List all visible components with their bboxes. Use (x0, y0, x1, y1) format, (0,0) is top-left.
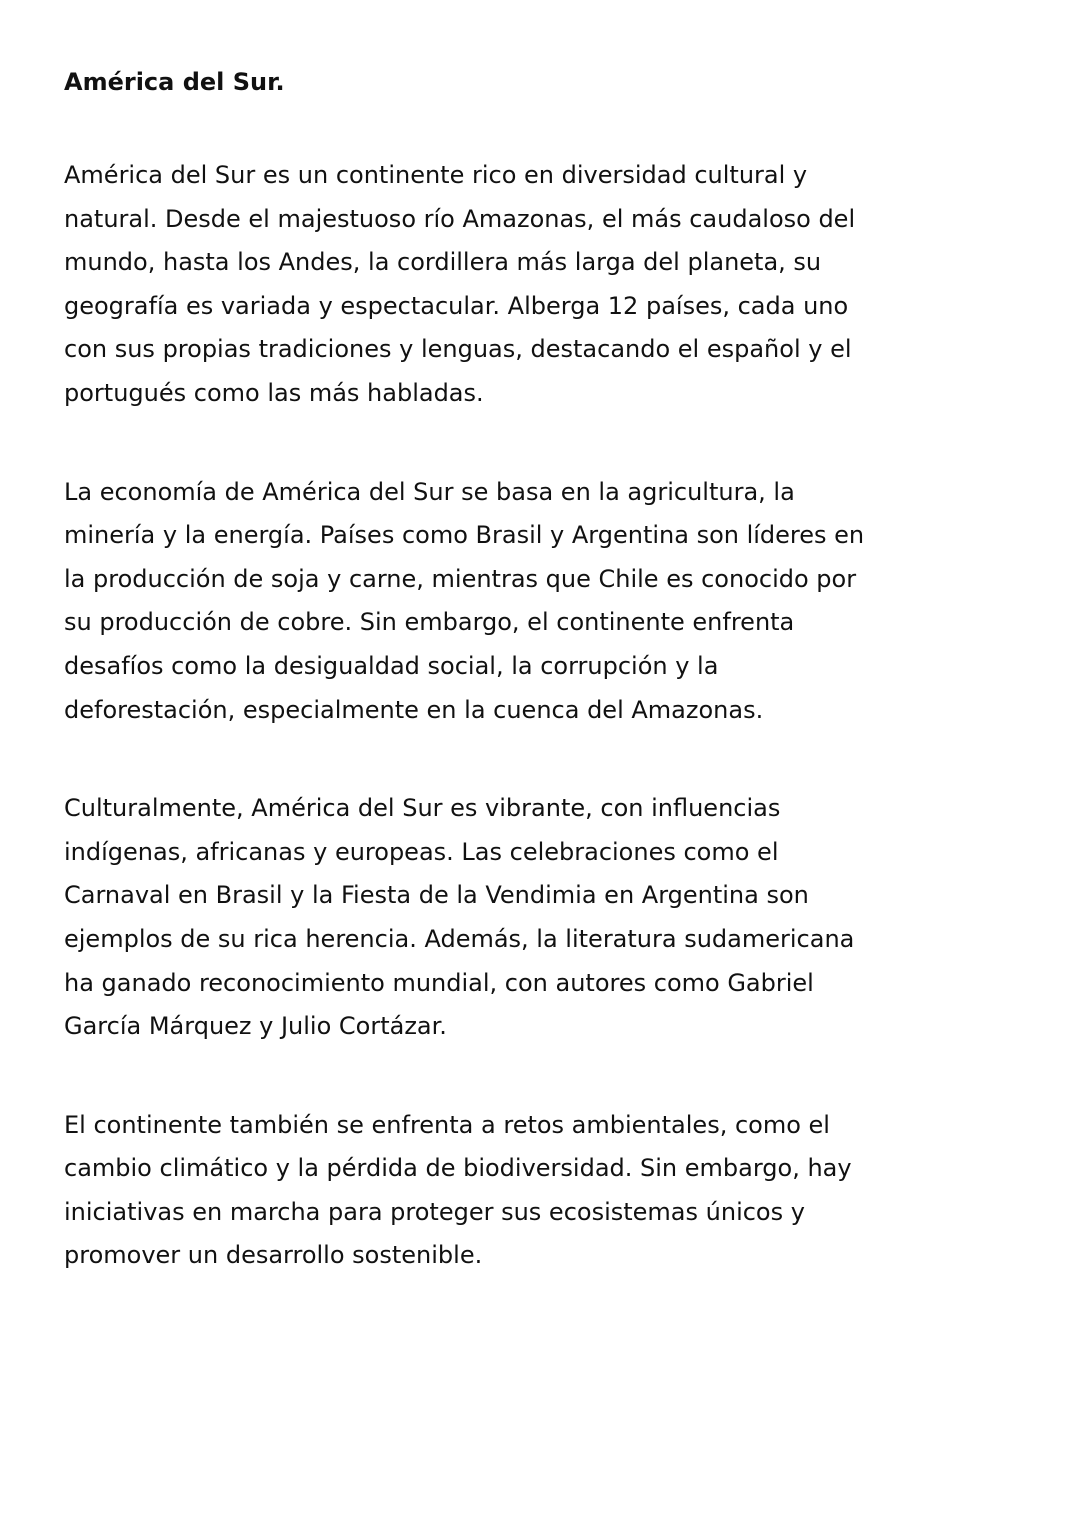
paragraph-line: ejemplos de su rica herencia. Además, la literatura sudamericana (64, 924, 855, 953)
paragraph-culture (64, 787, 924, 1049)
paragraph-environment (64, 1104, 924, 1278)
paragraph-geography (64, 154, 924, 416)
paragraph-line: portugués como las más habladas. (64, 378, 484, 407)
paragraph-line: minería y la energía. Países como Brasil y Argentina son líderes en (64, 521, 865, 550)
paragraph-line: América del Sur es un continente rico en diversidad cultural y (64, 161, 808, 189)
document-title: América del Sur. (64, 68, 285, 96)
paragraph-line: con sus propias tradiciones y lenguas, destacando el español y el (64, 335, 852, 364)
paragraph-line: deforestación, especialmente en la cuenca del Amazonas. (64, 695, 764, 724)
paragraph-line: natural. Desde el majestuoso río Amazonas, el más caudaloso del (64, 204, 856, 233)
paragraph-line: mundo, hasta los Andes, la cordillera más larga del planeta, su (64, 248, 822, 277)
paragraph-line: ha ganado reconocimiento mundial, con autores como Gabriel (64, 968, 814, 997)
paragraph-line: geografía es variada y espectacular. Alberga 12 países, cada uno (64, 291, 849, 320)
paragraph-line: Carnaval en Brasil y la Fiesta de la Vendimia en Argentina son (64, 881, 809, 910)
paragraph-line: cambio climático y la pérdida de biodiversidad. Sin embargo, hay (64, 1154, 852, 1183)
paragraph-line: la producción de soja y carne, mientras que Chile es conocido por (64, 564, 857, 593)
paragraph-line: iniciativas en marcha para proteger sus ecosistemas únicos y (64, 1197, 805, 1226)
paragraph-line: Culturalmente, América del Sur es vibrante, con influencias (64, 794, 781, 823)
paragraph-line: su producción de cobre. Sin embargo, el continente enfrenta (64, 608, 795, 637)
paragraph-line: García Márquez y Julio Cortázar. (64, 1012, 447, 1041)
paragraph-line: promover un desarrollo sostenible. (64, 1241, 483, 1270)
paragraph-line: desafíos como la desigualdad social, la corrupción y la (64, 651, 719, 680)
paragraph-economy (64, 471, 924, 733)
document-page (64, 66, 924, 1278)
paragraph-line: El continente también se enfrenta a retos ambientales, como el (64, 1110, 830, 1139)
paragraph-line: indígenas, africanas y europeas. Las celebraciones como el (64, 837, 779, 866)
paragraph-line: La economía de América del Sur se basa en la agricultura, la (64, 477, 795, 506)
